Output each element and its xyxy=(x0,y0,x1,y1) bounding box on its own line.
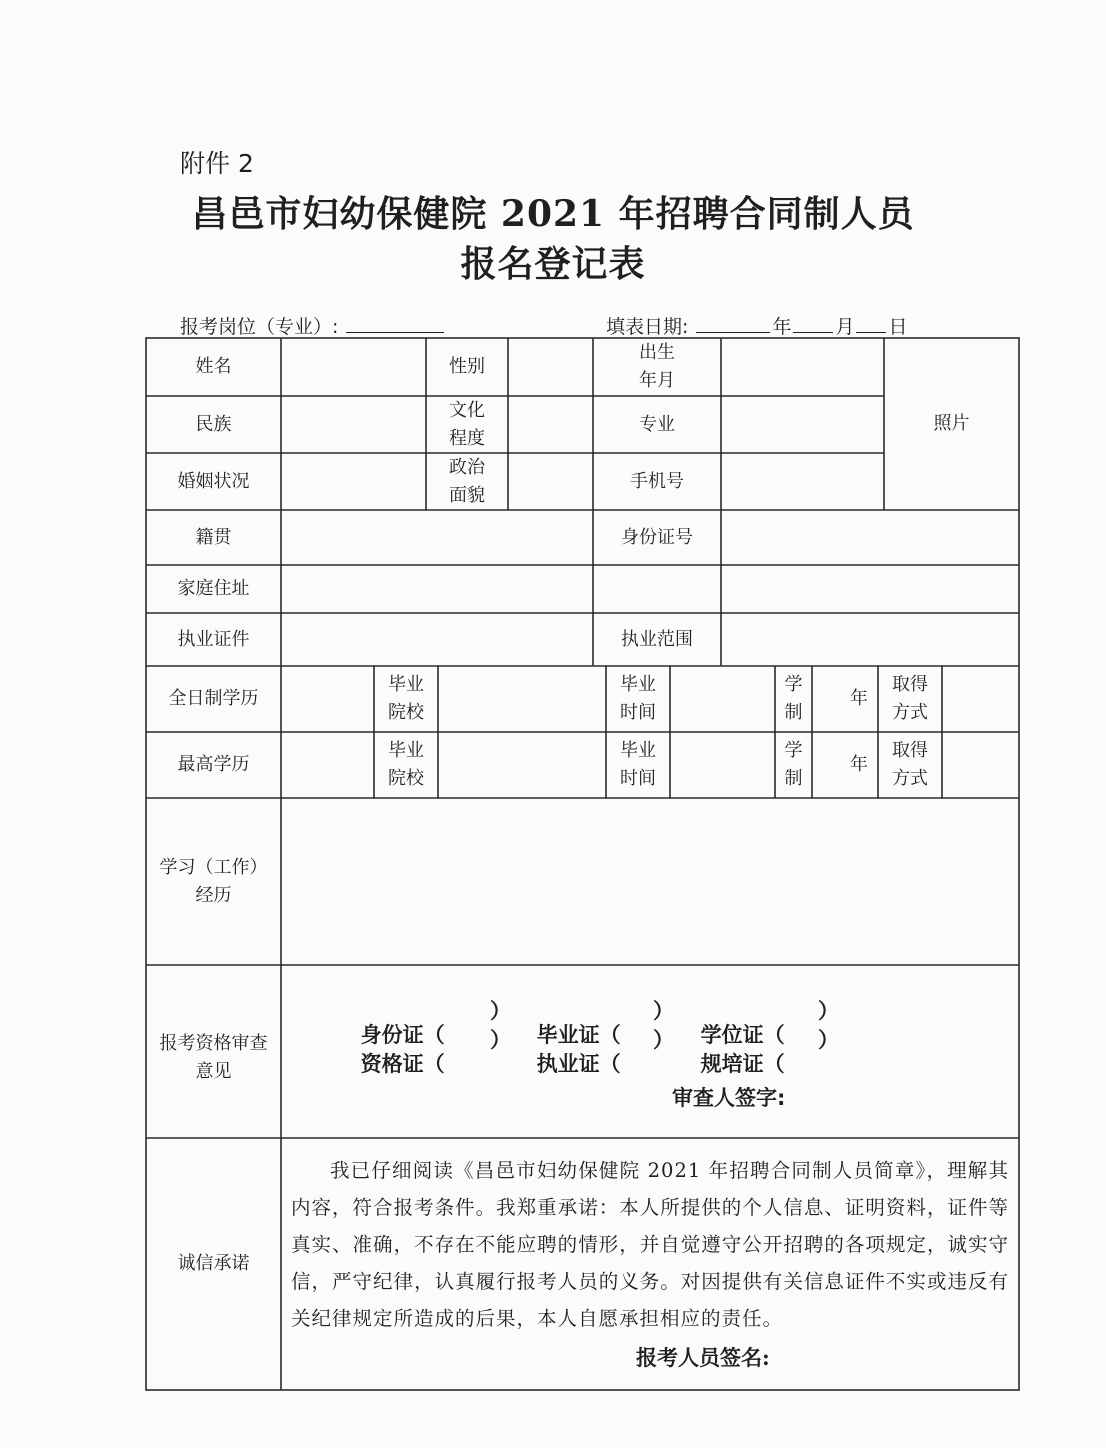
photo-label: 照片 xyxy=(933,413,970,434)
form-subtitle: 报名登记表 xyxy=(460,243,646,285)
highest-years-unit: 年 xyxy=(850,754,868,775)
ethnic-label: 民族 xyxy=(195,413,232,435)
highest-schooling-line2: 制 xyxy=(784,768,803,789)
fulltime-schooling-line2: 制 xyxy=(784,702,803,723)
highest-school-input[interactable] xyxy=(438,732,606,798)
name-label: 姓名 xyxy=(195,356,232,377)
reviewer-signature-label: 审查人签字: xyxy=(672,1086,786,1110)
license-input[interactable] xyxy=(281,613,593,666)
training-cert-close: ） xyxy=(818,1028,839,1052)
practice-cert-close: ） xyxy=(653,1028,674,1052)
license-scope-input[interactable] xyxy=(721,613,1019,666)
reviewer-signature-field[interactable] xyxy=(800,1078,1000,1114)
training-cert-open: 规培证（ xyxy=(700,1052,785,1076)
education-level-input[interactable] xyxy=(508,396,593,453)
integrity-statement: 我已仔细阅读《昌邑市妇幼保健院 2021 年招聘合同制人员简章》，理解其内容，符合报考条件。我郑重承诺：本人所提供的个人信息、证明资料，证件等真实、准确，不存在不能应聘的情形，并自觉遵守公开招聘的各项规定，诚实守信，严守纪律，认真履行报考人员的义务。对因提供有关信息证件不实或违反有关纪律规定所造成的后果，本人自愿承担相应的责任。 xyxy=(291,1159,1009,1330)
annex-label: 附件 2 xyxy=(180,149,254,178)
experience-line2: 经历 xyxy=(195,884,232,906)
political-line1: 政治 xyxy=(449,456,485,478)
education-level-line2: 程度 xyxy=(449,427,485,449)
highest-school-line2: 院校 xyxy=(388,768,424,789)
political-input[interactable] xyxy=(508,453,593,510)
diploma-open: 毕业证（ xyxy=(536,1023,621,1047)
highest-method-line1: 取得 xyxy=(892,740,928,761)
fulltime-schooling-label xyxy=(775,666,812,732)
practice-cert-check[interactable] xyxy=(522,1024,621,1078)
fulltime-time-input[interactable] xyxy=(670,666,775,732)
photo-area[interactable] xyxy=(884,338,1019,510)
day-label: 日 xyxy=(888,316,908,338)
fulltime-schooling-line1: 学 xyxy=(784,674,803,695)
fulltime-method-line1: 取得 xyxy=(892,674,928,695)
phone-input[interactable] xyxy=(721,453,884,510)
major-label: 专业 xyxy=(639,413,675,435)
education-level-label xyxy=(426,396,508,453)
gender-input[interactable] xyxy=(508,338,593,396)
fulltime-edu-label: 全日制学历 xyxy=(168,688,259,709)
name-input[interactable] xyxy=(281,338,426,396)
fulltime-school-input[interactable] xyxy=(438,666,606,732)
form-title: 昌邑市妇幼保健院 2021 年招聘合同制人员 xyxy=(191,193,915,235)
fulltime-method-input[interactable] xyxy=(942,666,1019,732)
highest-school-line1: 毕业 xyxy=(388,740,424,761)
fulltime-method-line2: 方式 xyxy=(892,702,928,723)
fulltime-time-label xyxy=(606,666,670,732)
month-label: 月 xyxy=(835,316,855,338)
phone-label: 手机号 xyxy=(630,470,684,492)
highest-edu-label: 最高学历 xyxy=(177,754,250,775)
year-label: 年 xyxy=(772,316,792,338)
applicant-signature-field[interactable] xyxy=(800,1338,1010,1374)
birth-input[interactable] xyxy=(721,338,884,396)
highest-schooling-label xyxy=(775,732,812,798)
id-number-input[interactable] xyxy=(721,510,1019,565)
qualification-line1: 报考资格审查 xyxy=(159,1032,268,1054)
applicant-signature-label: 报考人员签名: xyxy=(636,1345,770,1370)
marital-input[interactable] xyxy=(281,453,426,510)
fulltime-school-line1: 毕业 xyxy=(388,674,424,695)
id-card-close: ） xyxy=(490,999,511,1023)
highest-time-input[interactable] xyxy=(670,732,775,798)
highest-method-line2: 方式 xyxy=(892,768,928,789)
training-cert-check[interactable] xyxy=(686,1024,785,1078)
post-label: 报考岗位（专业）: xyxy=(180,316,339,338)
highest-schooling-line1: 学 xyxy=(784,740,803,761)
integrity-label: 诚信承诺 xyxy=(177,1253,250,1274)
degree-open: 学位证（ xyxy=(700,1023,785,1047)
highest-method-input[interactable] xyxy=(942,732,1019,798)
political-label xyxy=(426,453,508,510)
practice-cert-open: 执业证（ xyxy=(536,1052,621,1076)
qualification-line2: 意见 xyxy=(195,1060,232,1082)
fulltime-edu-input[interactable] xyxy=(281,666,374,732)
address-label: 家庭住址 xyxy=(177,578,250,599)
qualification-cert-close: ） xyxy=(490,1028,511,1052)
license-label: 执业证件 xyxy=(177,628,250,650)
qualification-label xyxy=(146,965,281,1138)
fulltime-school-label xyxy=(374,666,438,732)
highest-method-label xyxy=(878,732,942,798)
fulltime-method-label xyxy=(878,666,942,732)
highest-time-line1: 毕业 xyxy=(620,740,656,761)
birth-label-line2: 年月 xyxy=(639,370,675,391)
birth-label xyxy=(593,338,721,396)
experience-label xyxy=(146,798,281,965)
native-place-input[interactable] xyxy=(281,510,593,565)
id-number-label: 身份证号 xyxy=(621,526,693,548)
experience-line1: 学习（工作） xyxy=(159,856,268,878)
political-line2: 面貌 xyxy=(449,484,485,506)
fulltime-time-line1: 毕业 xyxy=(620,674,656,695)
fulltime-time-line2: 时间 xyxy=(620,702,656,723)
gender-label: 性别 xyxy=(449,356,485,377)
highest-time-line2: 时间 xyxy=(620,768,656,789)
fulltime-years-unit: 年 xyxy=(850,688,868,709)
qualification-cert-check[interactable] xyxy=(346,1024,445,1078)
birth-label-line1: 出生 xyxy=(639,342,675,363)
highest-school-label xyxy=(374,732,438,798)
highest-years-input[interactable] xyxy=(812,732,878,798)
license-scope-label: 执业范围 xyxy=(621,628,693,650)
degree-close: ） xyxy=(818,999,839,1023)
native-place-label: 籍贯 xyxy=(195,526,232,548)
fulltime-years-input[interactable] xyxy=(812,666,878,732)
fulltime-school-line2: 院校 xyxy=(388,702,424,723)
major-input[interactable] xyxy=(721,396,884,453)
date-label: 填表日期: xyxy=(606,316,689,338)
diploma-close: ） xyxy=(653,999,674,1023)
ethnic-input[interactable] xyxy=(281,396,426,453)
qualification-cert-open: 资格证（ xyxy=(360,1052,445,1076)
highest-edu-input[interactable] xyxy=(281,732,374,798)
highest-time-label xyxy=(606,732,670,798)
address-input[interactable] xyxy=(281,565,1019,613)
id-card-open: 身份证（ xyxy=(360,1023,445,1047)
marital-label: 婚姻状况 xyxy=(177,470,250,492)
education-level-line1: 文化 xyxy=(449,399,485,421)
experience-input[interactable] xyxy=(281,798,1019,965)
